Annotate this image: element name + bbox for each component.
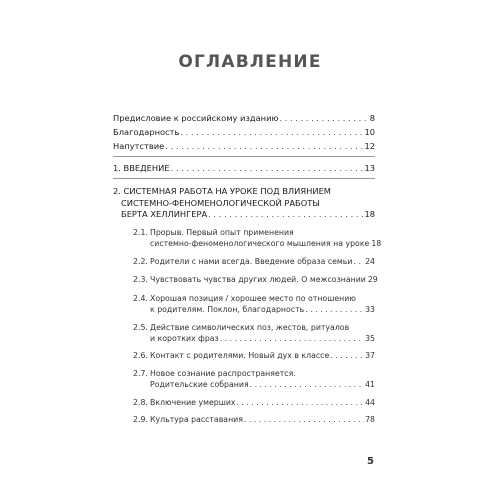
toc-entry-page: 29 (367, 275, 378, 284)
toc-entry-acknowledgements[interactable] (113, 127, 375, 139)
toc-entry-title-line: Хорошая позиция / хорошее место по отношению (150, 294, 356, 303)
toc-subsection-2-3[interactable] (133, 274, 378, 285)
dot-leader (171, 163, 364, 175)
dot-leader (244, 414, 364, 425)
toc-entry-page: 37 (365, 351, 375, 360)
toc-entry-title: 1. ВВЕДЕНИЕ (113, 163, 170, 173)
toc-entry-title-line: Новое сознание распространяется. (150, 369, 296, 378)
toc-entry-title-line: БЕРТА ХЕЛЛИНГЕРА (121, 209, 208, 219)
toc-subsection-2-6[interactable] (133, 350, 375, 361)
toc-subsection-2-8[interactable] (133, 397, 375, 408)
toc-subsection-2-9[interactable] (133, 414, 375, 425)
toc-entry-title-line: к родителям. Поклон, благодарность (150, 305, 305, 314)
toc-entry-title: Предисловие к российскому изданию (113, 113, 279, 123)
toc-chapter-1[interactable] (113, 163, 375, 175)
toc-entry-title-line: Включение умерших (150, 398, 236, 407)
toc-subsection-2-5[interactable] (133, 322, 375, 344)
subsection-number: 2.8. (133, 398, 148, 407)
dot-leader (208, 209, 363, 221)
toc-entry-preface[interactable] (113, 113, 375, 125)
toc-entry-page: 18 (371, 239, 382, 248)
subsection-number: 2.7. (133, 369, 148, 378)
toc-subsection-2-2[interactable] (133, 256, 375, 267)
dot-leader (353, 256, 364, 267)
subsection-number: 2.3. (133, 275, 148, 284)
toc-entry-page: 10 (364, 127, 375, 137)
dot-leader (305, 304, 364, 315)
subsection-number: 2.9. (133, 415, 148, 424)
subsection-number: 2.6. (133, 351, 148, 360)
subsection-number: 2.4. (133, 294, 148, 303)
toc-entry-page: 33 (365, 305, 375, 314)
toc-entry-page: 8 (369, 113, 375, 123)
dot-leader (237, 397, 365, 408)
divider (113, 178, 375, 179)
toc-subsection-2-1[interactable] (133, 227, 382, 249)
toc-entry-title-line: Родители с нами всегда. Введение образа семьи (150, 257, 353, 266)
dot-leader (220, 333, 364, 344)
dot-leader (330, 350, 364, 361)
dot-leader (180, 127, 363, 139)
toc-entry-page: 18 (364, 209, 375, 219)
toc-chapter-2[interactable] (113, 186, 375, 221)
toc-entry-title-line: Культура расставания (150, 415, 243, 424)
toc-entry-title-line: и коротких фраз (150, 334, 219, 343)
toc-entry-title-line: Контакт с родителями. Новый дух в классе (150, 351, 330, 360)
toc-entry-title-line: СИСТЕМНО-ФЕНОМЕНОЛОГИЧЕСКОЙ РАБОТЫ (121, 197, 320, 208)
toc-entry-page: 41 (365, 380, 375, 389)
subsection-number: 2.5. (133, 323, 148, 332)
toc-entry-title-line: Родительские собрания (150, 380, 249, 389)
page-number: 5 (367, 456, 374, 467)
dot-leader (279, 113, 368, 125)
toc-subsection-2-7[interactable] (133, 368, 375, 390)
toc-entry-title-line: Действие символических поз, жестов, ритуалов (150, 323, 350, 332)
toc-entry-title-line: Прорыв. Первый опыт применения (150, 228, 294, 237)
toc-entry-page: 78 (365, 415, 375, 424)
divider (113, 156, 375, 157)
subsection-number: 2.1. (133, 228, 148, 237)
toc-entry-foreword[interactable] (113, 141, 375, 153)
toc-entry-page: 35 (365, 334, 375, 343)
toc-subsection-2-4[interactable] (133, 293, 375, 315)
toc-entry-title: Напутствие (113, 141, 165, 151)
toc-entry-title-line: Чувствовать чувства других людей. О межсознании (150, 275, 366, 284)
toc-entry-page: 12 (364, 141, 375, 151)
toc-entry-page: 24 (365, 257, 375, 266)
page-title: ОГЛАВЛЕНИЕ (178, 52, 322, 72)
toc-entry-title-line: системно-феноменологического мышления на уроке (150, 239, 370, 248)
dot-leader (165, 141, 363, 153)
toc-entry-title-line: 2. СИСТЕМНАЯ РАБОТА НА УРОКЕ ПОД ВЛИЯНИЕМ (113, 186, 331, 196)
subsection-number: 2.2. (133, 257, 148, 266)
toc-entry-page: 44 (365, 398, 375, 407)
toc-entry-page: 13 (364, 163, 375, 173)
dot-leader (250, 379, 364, 390)
toc-entry-title: Благодарность (113, 127, 180, 137)
